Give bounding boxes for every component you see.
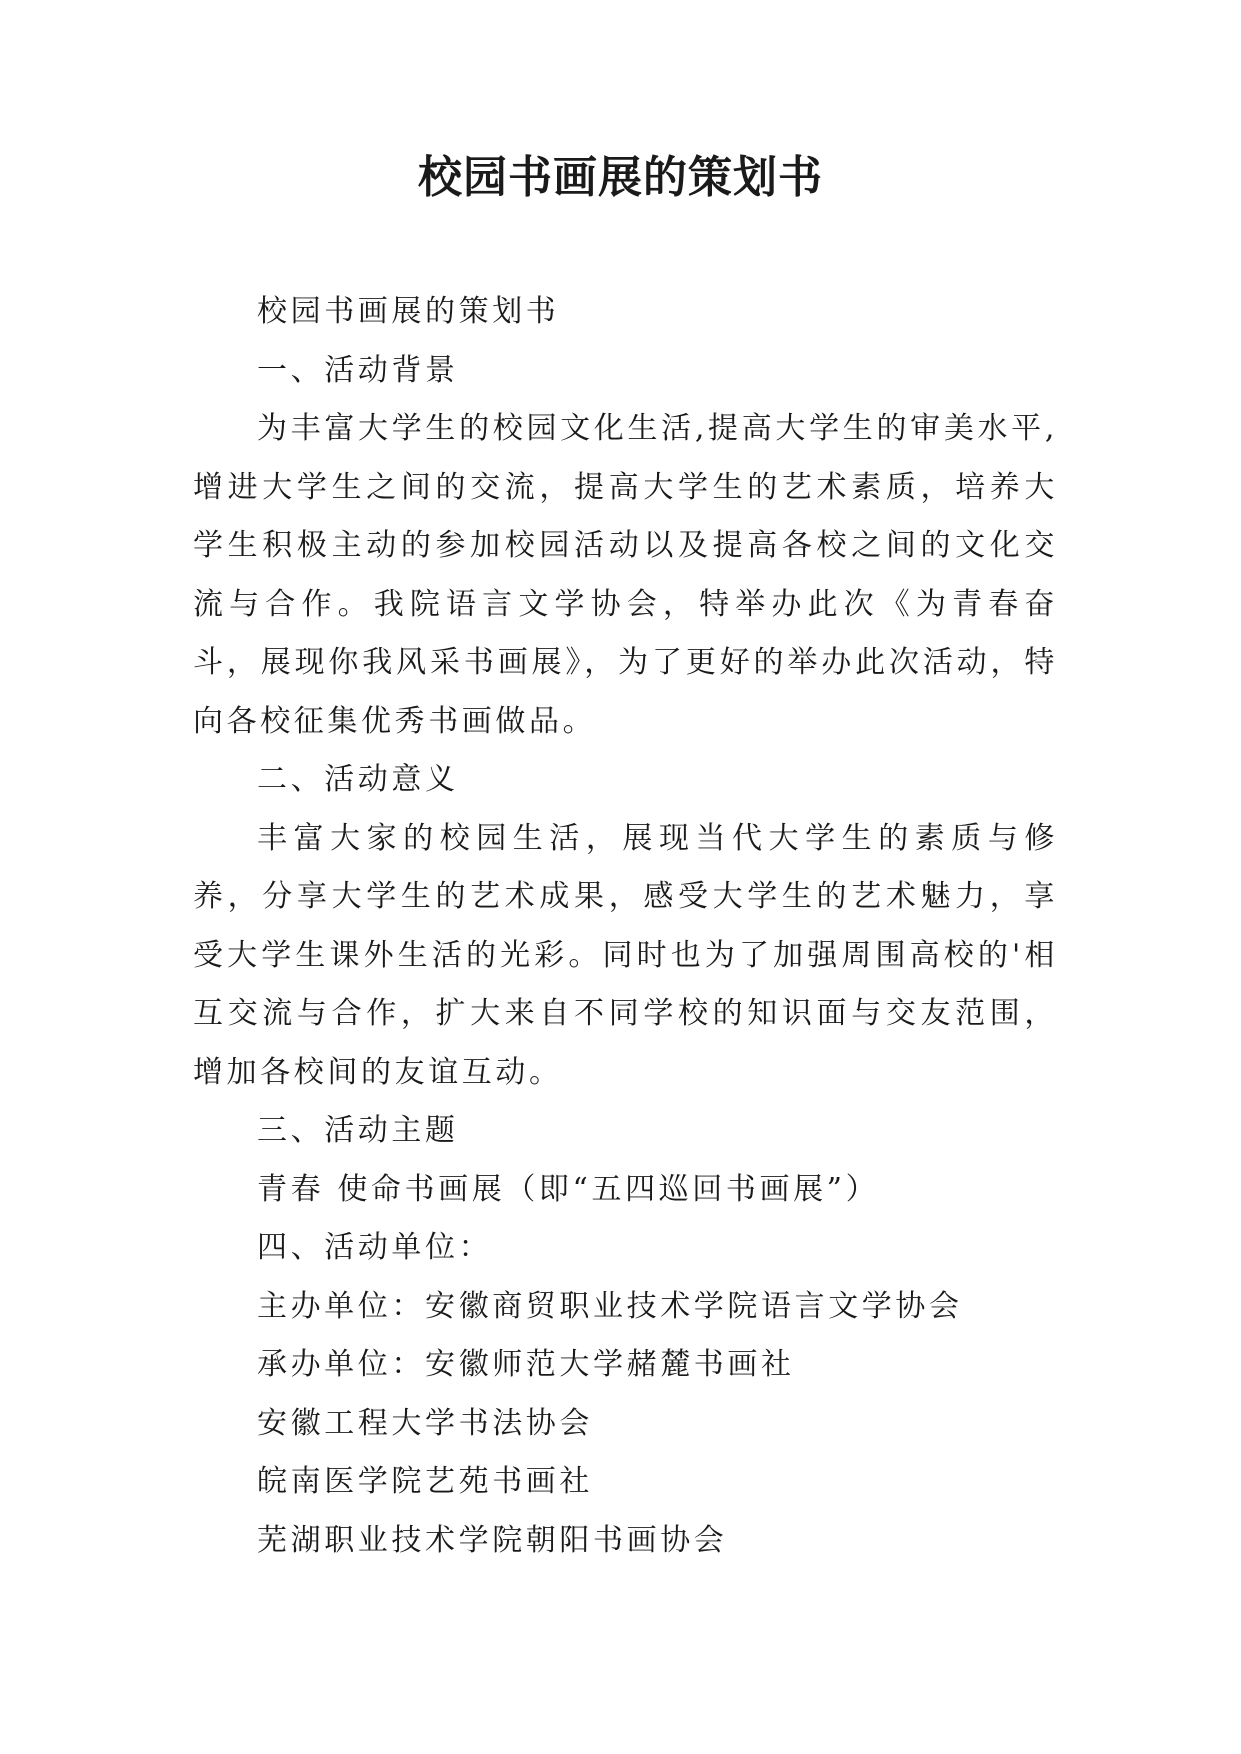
section-heading-significance: 二、活动意义	[257, 762, 459, 797]
document-body	[193, 283, 1058, 1570]
subtitle-line: 校园书画展的策划书	[257, 294, 560, 329]
organizer-item: 安徽工程大学书法协会	[257, 1405, 593, 1441]
paragraph-significance: 丰富大家的校园生活，展现当代大学生的素质与修养，分享大学生的艺术成果，感受大学生的艺术魅力，享受大学生课外生活的光彩。同时也为了加强周围高校的'相互交流与合作，扩大来自不同学校的知识面与交友范围，增加各校间的友谊互动。	[193, 820, 1058, 1090]
section-heading-background: 一、活动背景	[257, 352, 459, 388]
section-heading-theme: 三、活动主题	[257, 1113, 459, 1148]
organizer-cohost: 承办单位：安徽师范大学赭麓书画社	[257, 1347, 795, 1382]
paragraph-theme: 青春 使命书画展（即“五四巡回书画展”）	[257, 1171, 880, 1207]
document-title: 校园书画展的策划书	[418, 152, 823, 203]
organizer-item: 芜湖职业技术学院朝阳书画协会	[257, 1522, 728, 1558]
organizer-host: 主办单位：安徽商贸职业技术学院语言文学协会	[257, 1288, 963, 1324]
organizer-item: 皖南医学院艺苑书画社	[257, 1464, 593, 1499]
section-heading-organizers: 四、活动单位：	[257, 1230, 493, 1265]
paragraph-background: 为丰富大学生的校园文化生活,提高大学生的审美水平,增进大学生之间的交流，提高大学生的艺术素质，培养大学生积极主动的参加校园活动以及提高各校之间的文化交流与合作。我院语言文学协会，特举办此次《为青春奋斗，展现你我风采书画展》，为了更好的举办此次活动，特向各校征集优秀书画做品。	[193, 411, 1058, 739]
